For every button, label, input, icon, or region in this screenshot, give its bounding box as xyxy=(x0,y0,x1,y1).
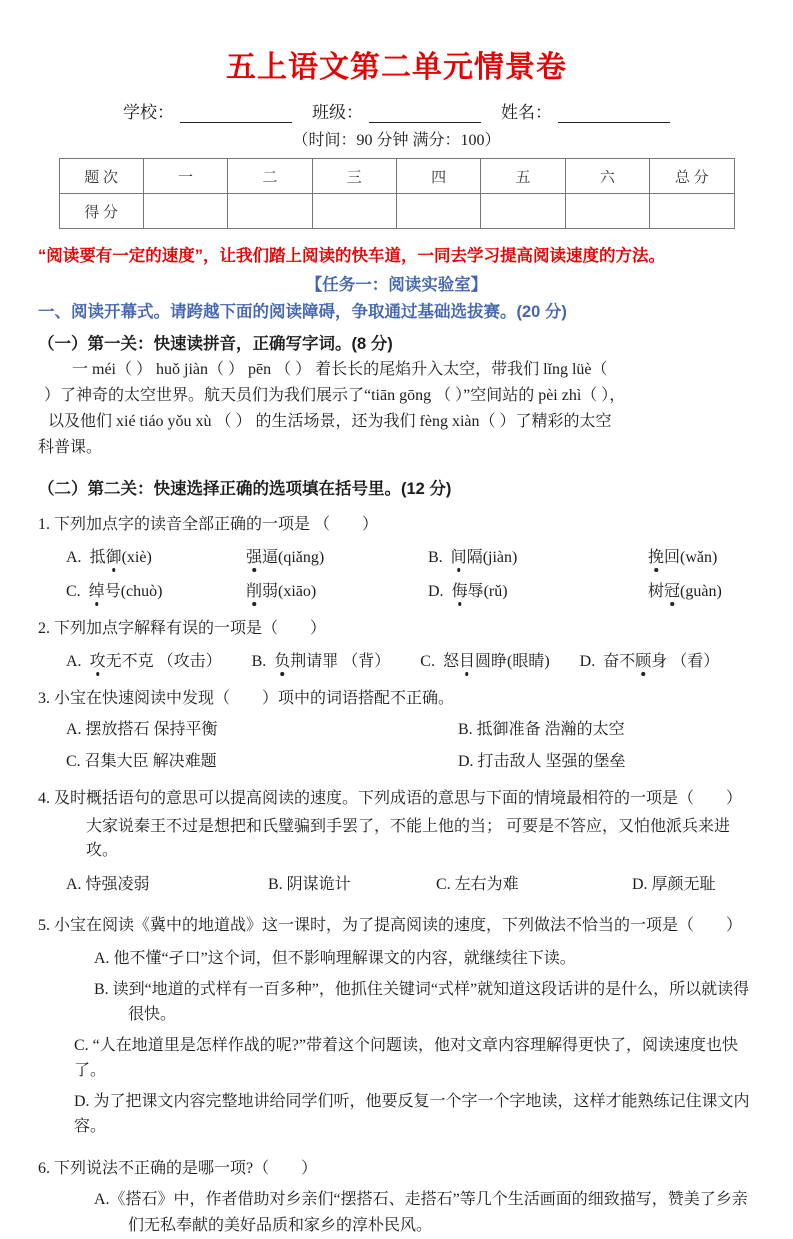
name-label: 姓名： xyxy=(501,103,552,122)
option-item: D. 奋不顾身 （看） xyxy=(580,651,720,673)
question-1-options xyxy=(38,547,755,603)
school-label: 学校： xyxy=(123,103,174,122)
time-limit-info: （时间：90 分钟 满分：100） xyxy=(292,132,501,149)
option-item: C. 左右为难 xyxy=(436,875,519,893)
question-5-stem: 5. 小宝在阅读《冀中的地道战》这一课时，为了提高阅读的速度，下列做法不恰当的一项是（ ） xyxy=(38,916,743,934)
question-3 xyxy=(38,687,755,773)
option-item: D. 厚颜无耻 xyxy=(632,875,716,893)
question-3-options xyxy=(38,719,755,773)
question-4 xyxy=(38,787,755,894)
score-table xyxy=(59,158,735,229)
option-item: B. 负荆请罪 （背） xyxy=(252,651,391,673)
score-header-cell: 二 xyxy=(228,159,312,194)
option-item: C. 召集大臣 解决难题 xyxy=(66,752,217,770)
name-blank xyxy=(558,105,670,123)
score-header-cell: 一 xyxy=(143,159,227,194)
option-item: A. 他不懂“孑口”这个词，但不影响理解课文的内容，就继续往下读。 xyxy=(94,949,576,967)
option-item: 树冠(guàn) xyxy=(640,581,755,603)
pinyin-line: ）了神奇的太空世界。航天员们为我们展示了“tiān gōng （ ）”空间站的 pèi zhì（ ）， xyxy=(44,386,626,404)
question-2 xyxy=(38,617,755,673)
question-5-options xyxy=(38,946,755,1139)
option-item: B. 阴谋诡计 xyxy=(268,875,351,893)
class-blank xyxy=(369,105,481,123)
score-empty-cell xyxy=(565,194,649,229)
school-blank xyxy=(180,105,292,123)
part-one-heading: （一）第一关：快速读拼音，正确写字词。(8 分) xyxy=(38,334,393,353)
option-item: B. 读到“地道的式样有一百多种”，他抓住关键词“式样”就知道这段话讲的是什么，所以就读得很快。 xyxy=(94,980,750,1023)
option-item: C. “人在地道里是怎样作战的呢?”带着这个问题读，他对文章内容理解得更快了，阅读速度也快了。 xyxy=(74,1036,738,1079)
score-empty-cell xyxy=(397,194,481,229)
option-item: C. 绰号(chuò) xyxy=(66,581,238,603)
option-item: A. 抵御(xiè) xyxy=(66,547,238,569)
exam-title: 五上语文第二单元情景卷 xyxy=(226,51,567,84)
question-6-stem: 6. 下列说法不正确的是哪一项?（ ） xyxy=(38,1159,318,1177)
score-header-cell: 四 xyxy=(397,159,481,194)
question-1-stem: 1. 下列加点字的读音全部正确的一项是 （ ） xyxy=(38,515,379,533)
option-item: 削弱(xiāo) xyxy=(238,581,428,603)
score-empty-cell xyxy=(650,194,734,229)
score-empty-cell xyxy=(143,194,227,229)
question-2-stem: 2. 下列加点字解释有误的一项是（ ） xyxy=(38,619,327,637)
pinyin-line: 科普课。 xyxy=(38,438,103,456)
option-item: C. 怒目圆睁(眼睛) xyxy=(420,651,549,673)
score-header-cell: 三 xyxy=(312,159,396,194)
option-item: A. 恃强凌弱 xyxy=(66,875,150,893)
question-4-options xyxy=(38,871,755,894)
option-item: 强逼(qiǎng) xyxy=(238,547,428,569)
intro-red-text: “阅读要有一定的速度”，让我们踏上阅读的快车道，一同去学习提高阅读速度的方法。 xyxy=(38,247,665,265)
question-6 xyxy=(38,1157,755,1239)
question-3-stem: 3. 小宝在快速阅读中发现（ ）项中的词语搭配不正确。 xyxy=(38,689,455,707)
score-header-cell: 题 次 xyxy=(59,159,143,194)
task-one-banner: 【任务一：阅读实验室】 xyxy=(305,275,488,294)
option-item: D. 侮辱(rǔ) xyxy=(428,581,640,603)
question-4-stem: 4. 及时概括语句的意思可以提高阅读的速度。下列成语的意思与下面的情境最相符的一项是（ ） xyxy=(38,789,743,807)
option-item: D. 打击敌人 坚强的堡垒 xyxy=(458,752,626,770)
pinyin-fill-paragraph xyxy=(38,357,755,461)
score-row-label: 得 分 xyxy=(59,194,143,229)
part-two-heading: （二）第二关：快速选择正确的选项填在括号里。(12 分) xyxy=(38,479,452,498)
score-header-cell: 五 xyxy=(481,159,565,194)
question-1 xyxy=(38,513,755,603)
option-item: A. 攻无不克 （攻击） xyxy=(66,651,222,673)
option-item: B. 间隔(jiàn) xyxy=(428,547,640,569)
score-empty-cell xyxy=(481,194,565,229)
section-one-heading: 一、阅读开幕式。请跨越下面的阅读障碍，争取通过基础选拔赛。(20 分) xyxy=(38,302,567,321)
option-item: D. 为了把课文内容完整地讲给同学们听，他要反复一个字一个字地读，这样才能熟练记住课文内容。 xyxy=(74,1092,750,1135)
pinyin-line: 一 méi（ ） huǒ jiàn（ ） pēn （ ） 着长长的尾焰升入太空，带我们 lǐng lüè（ xyxy=(72,360,608,378)
class-label: 班级： xyxy=(312,103,363,122)
option-item: 挽回(wǎn) xyxy=(640,547,755,569)
score-header-cell: 六 xyxy=(565,159,649,194)
option-item: A. 摆放搭石 保持平衡 xyxy=(66,720,218,738)
score-table-score-row xyxy=(59,194,734,229)
pinyin-line: 以及他们 xié tiáo yǒu xù （ ） 的生活场景，还为我们 fèng xiàn（ ）了精彩的太空 xyxy=(48,412,612,430)
option-item: B. 抵御准备 浩瀚的太空 xyxy=(458,720,625,738)
option-item: A.《搭石》中，作者借助对乡亲们“摆搭石、走搭石”等几个生活画面的细致描写，赞美了乡亲们无私奉献的美好品质和家乡的淳朴民风。 xyxy=(94,1190,748,1234)
student-info-line xyxy=(38,98,755,123)
score-header-cell: 总 分 xyxy=(650,159,734,194)
question-2-options xyxy=(38,651,755,673)
score-empty-cell xyxy=(228,194,312,229)
question-5 xyxy=(38,914,755,1139)
question-4-context: 大家说秦王不过是想把和氏璧骗到手罢了，不能上他的当； 可要是不答应，又怕他派兵来进攻。 xyxy=(86,817,731,859)
score-table-header-row xyxy=(59,159,734,194)
score-empty-cell xyxy=(312,194,396,229)
